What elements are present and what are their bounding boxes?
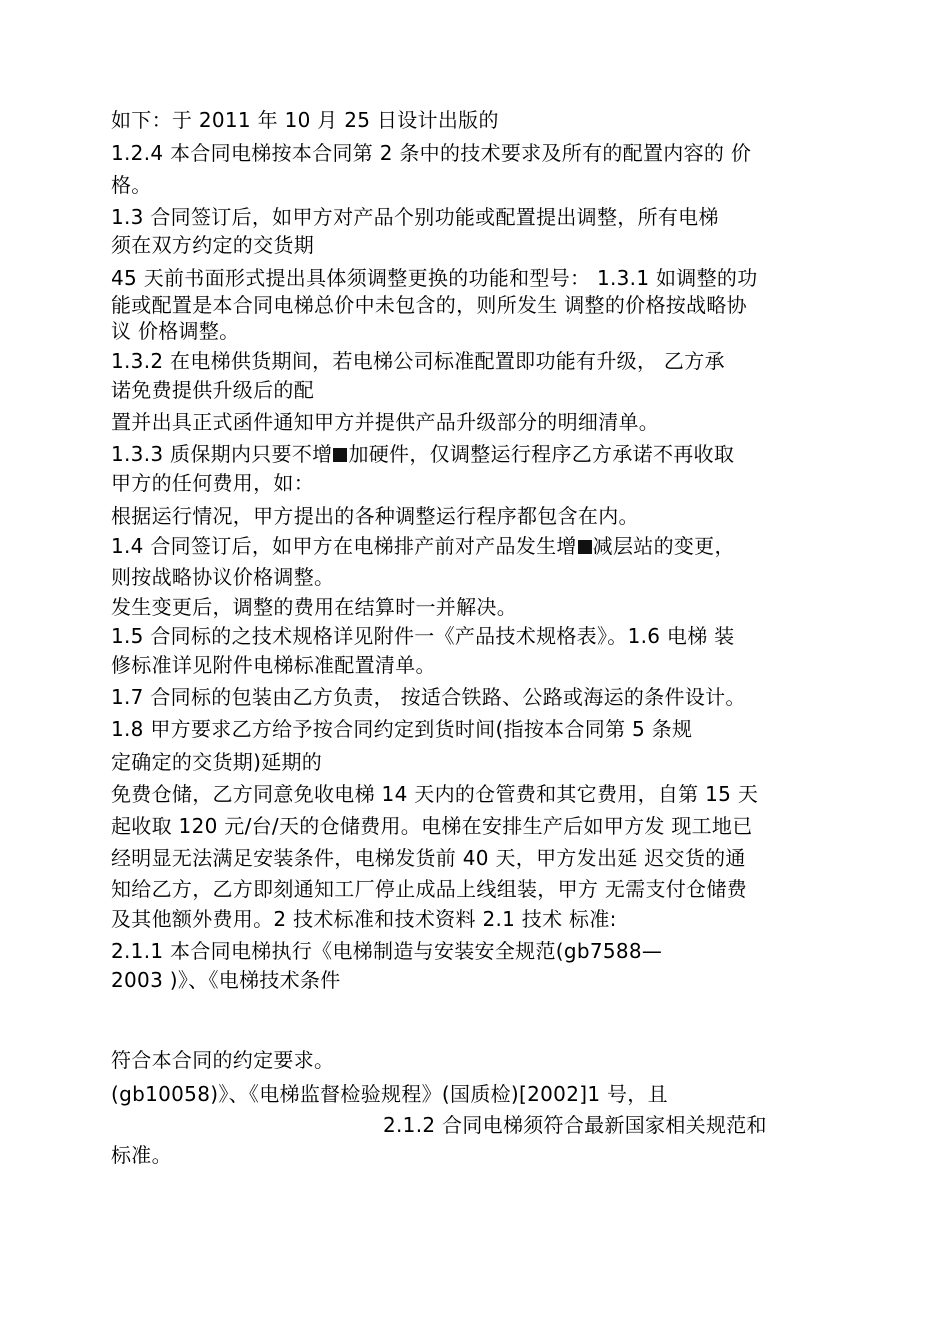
text-line: 45 天前书面形式提出具体须调整更换的功能和型号： 1.3.1 如调整的功 (111, 266, 758, 290)
text-line: 甲方的任何费用，如： (111, 471, 314, 495)
text-line: 则按战略协议价格调整。 (111, 565, 335, 589)
text-line: 2.1.2 合同电梯须符合最新国家相关规范和 (383, 1113, 767, 1137)
text-segment: 减层站的变更， (592, 534, 735, 558)
text-line: 议 价格调整。 (111, 319, 240, 343)
text-line: 2.1.1 本合同电梯执行《电梯制造与安装安全规范(gb7588— (111, 939, 663, 963)
text-line: 起收取 120 元/台/天的仓储费用。电梯在安排生产后如甲方发 现工地已 (111, 814, 753, 838)
text-line: 1.3 合同签订后，如甲方对产品个别功能或配置提出调整，所有电梯 (111, 205, 719, 229)
text-line: 2003 )》、《电梯技术条件 (111, 968, 341, 992)
text-line: 能或配置是本合同电梯总价中未包含的，则所发生 调整的价格按战略协 (111, 293, 747, 317)
text-line: 1.2.4 本合同电梯按本合同第 2 条中的技术要求及所有的配置内容的 价 (111, 141, 752, 165)
text-line: 经明显无法满足安装条件，电梯发货前 40 天，甲方发出延 迟交货的通 (111, 846, 746, 870)
text-line: 1.8 甲方要求乙方给予按合同约定到货时间(指按本合同第 5 条规 (111, 717, 693, 741)
text-line: 及其他额外费用。2 技术标准和技术资料 2.1 技术 标准: (111, 907, 617, 931)
glyph-artifact-icon (578, 540, 592, 554)
text-line: 符合本合同的约定要求。 (111, 1048, 335, 1072)
text-line: 标准。 (111, 1143, 172, 1167)
text-line: 发生变更后，调整的费用在结算时一并解决。 (111, 595, 517, 619)
text-line: 须在双方约定的交货期 (111, 233, 314, 257)
text-segment: 1.3.3 质保期内只要不增 (111, 442, 333, 466)
glyph-artifact-icon (333, 448, 347, 462)
text-segment: 1.4 合同签订后，如甲方在电梯排产前对产品发生增 (111, 534, 577, 558)
text-line: (gb10058)》、《电梯监督检验规程》(国质检)[2002]1 号，且 (111, 1082, 668, 1106)
text-line-with-mark (111, 533, 735, 559)
text-line: 置并出具正式函件通知甲方并提供产品升级部分的明细清单。 (111, 410, 660, 434)
text-line: 修标准详见附件电梯标准配置清单。 (111, 653, 436, 677)
text-line: 免费仓储，乙方同意免收电梯 14 天内的仓管费和其它费用，自第 15 天 (111, 782, 759, 806)
text-line: 1.7 合同标的包装由乙方负责， 按适合铁路、公路或海运的条件设计。 (111, 685, 746, 709)
text-line: 知给乙方，乙方即刻通知工厂停止成品上线组装，甲方 无需支付仓储费 (111, 877, 747, 901)
text-segment: 加硬件，仅调整运行程序乙方承诺不再收取 (348, 442, 735, 466)
text-line: 定确定的交货期)延期的 (111, 750, 323, 774)
text-line: 1.3.2 在电梯供货期间，若电梯公司标准配置即功能有升级， 乙方承 (111, 349, 725, 373)
text-line: 诺免费提供升级后的配 (111, 378, 314, 402)
text-line-with-mark (111, 441, 734, 467)
text-line: 根据运行情况，甲方提出的各种调整运行程序都包含在内。 (111, 504, 639, 528)
text-line: 格。 (111, 173, 152, 197)
text-line: 1.5 合同标的之技术规格详见附件一《产品技术规格表》。1.6 电梯 装 (111, 624, 735, 648)
text-line: 如下：于 2011 年 10 月 25 日设计出版的 (111, 108, 499, 132)
